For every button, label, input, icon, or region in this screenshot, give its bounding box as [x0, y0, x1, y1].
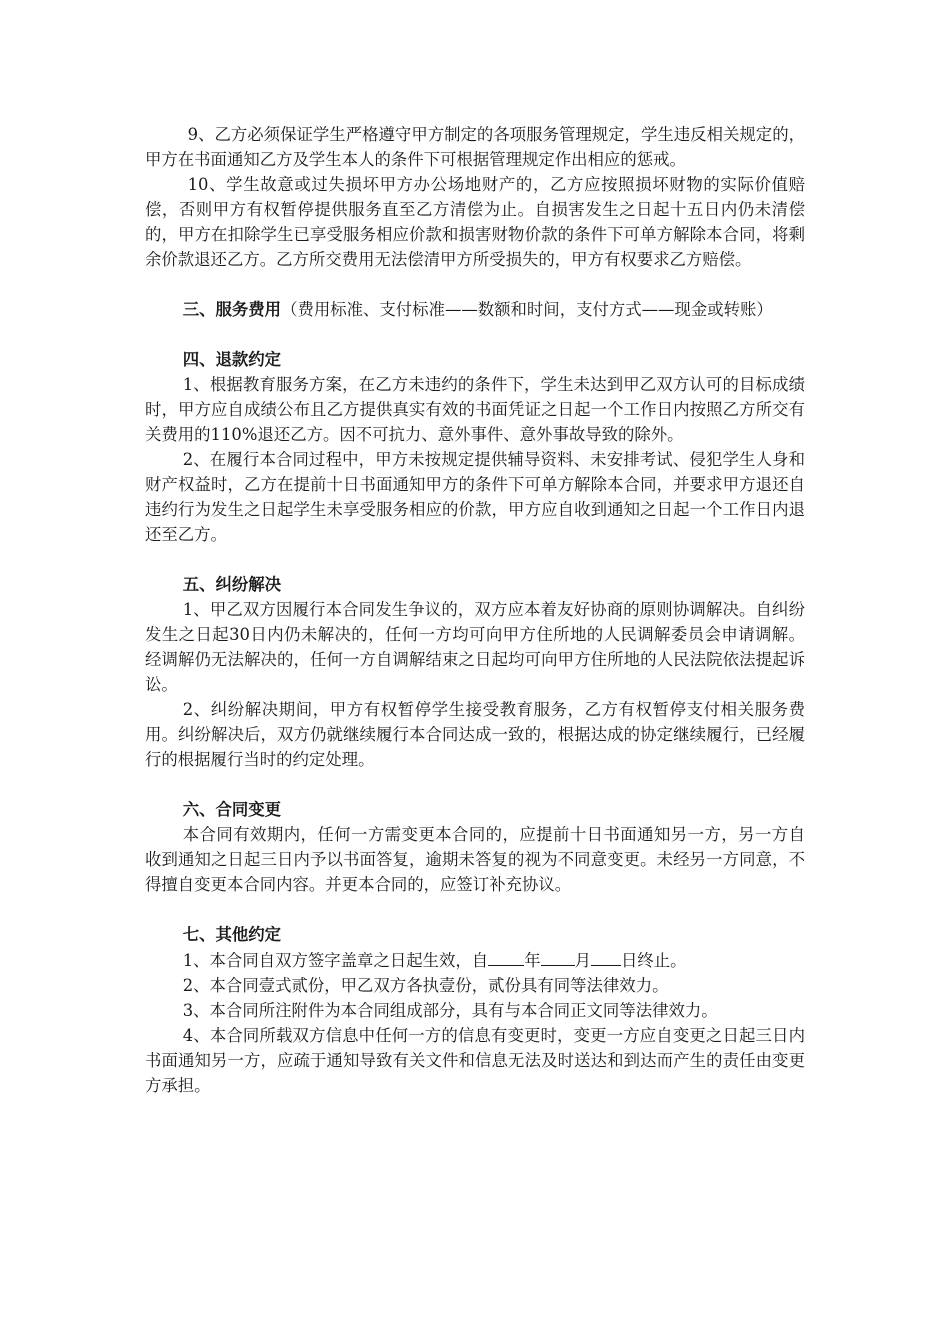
- day-blank: [591, 947, 621, 966]
- other-item-2: 2、本合同壹式贰份，甲乙双方各执壹份，贰份具有同等法律效力。: [182, 976, 669, 995]
- other-item-3: 3、本合同所注附件为本合同组成部分，具有与本合同正文同等法律效力。: [182, 1001, 718, 1020]
- clause-2-item-9: 9、乙方必须保证学生严格遵守甲方制定的各项服务管理规定，学生违反相关规定的，甲方在书面通知乙方及学生本人的条件下可根据管理规定作出相应的惩戒。: [145, 125, 805, 169]
- other-item-4: 4、本合同所载双方信息中任何一方的信息有变更时，变更一方应自变更之日起三日内书面通知另一方，应疏于通知导致有关文件和信息无法及时送达和到达而产生的责任由变更方承担。: [145, 1026, 805, 1095]
- section-note: （费用标准、支付标准——数额和时间，支付方式——现金或转账）: [281, 300, 773, 319]
- contract-page: [145, 122, 805, 1098]
- spacer: [145, 897, 805, 922]
- section-title-amendment: 六、合同变更: [182, 800, 282, 819]
- spacer: [145, 772, 805, 797]
- spacer: [145, 322, 805, 347]
- refund-item-2: 2、在履行本合同过程中，甲方未按规定提供辅导资料、未安排考试、侵犯学生人身和财产权益时，乙方在提前十日书面通知甲方的条件下可单方解除本合同，并要求甲方退还自违约行为发生之日起学生未享受服务相应的价款，甲方应自收到通知之日起一个工作日内退还至乙方。: [145, 450, 805, 544]
- section-title-dispute: 五、纠纷解决: [182, 575, 282, 594]
- dispute-item-2: 2、纠纷解决期间，甲方有权暂停学生接受教育服务，乙方有权暂停支付相关服务费用。纠纷解决后，双方仍就继续履行本合同达成一致的，根据达成的协定继续履行，已经履行的根据履行当时的约定处理。: [145, 700, 805, 769]
- spacer: [145, 272, 805, 297]
- section-title-refund: 四、退款约定: [182, 350, 282, 369]
- other-item-1: 1、本合同自双方签字盖章之日起生效，自 年 月 日终止。: [145, 947, 805, 973]
- section-title: 三、服务费用: [182, 300, 282, 319]
- spacer: [145, 547, 805, 572]
- refund-item-1: 1、根据教育服务方案，在乙方未违约的条件下，学生未达到甲乙双方认可的目标成绩时，甲方应自成绩公布且乙方提供真实有效的书面凭证之日起一个工作日内按照乙方所交有关费用的110%退还乙方。因不可抗力、意外事件、意外事故导致的除外。: [145, 375, 805, 444]
- section-title-other: 七、其他约定: [182, 925, 282, 944]
- dispute-item-1: 1、甲乙双方因履行本合同发生争议的，双方应本着友好协商的原则协调解决。自纠纷发生之日起30日内仍未解决的，任何一方均可向甲方住所地的人民调解委员会申请调解。经调解仍无法解决的，任何一方自调解结束之日起均可向甲方住所地的人民法院依法提起诉讼。: [145, 600, 805, 694]
- month-blank: [541, 947, 575, 966]
- amendment-body: 本合同有效期内，任何一方需变更本合同的，应提前十日书面通知另一方，另一方自收到通知之日起三日内予以书面答复，逾期未答复的视为不同意变更。未经另一方同意，不得擅自变更本合同内容。并更本合同的，应签订补充协议。: [145, 825, 805, 894]
- clause-2-item-10: 10、学生故意或过失损坏甲方办公场地财产的，乙方应按照损坏财物的实际价值赔偿，否则甲方有权暂停提供服务直至乙方清偿为止。自损害发生之日起十五日内仍未清偿的，甲方在扣除学生已享受服务相应价款和损害财物价款的条件下可单方解除本合同，将剩余价款退还乙方。乙方所交费用无法偿清甲方所受损失的，甲方有权要求乙方赔偿。: [145, 175, 805, 269]
- year-blank: [488, 947, 524, 966]
- section-service-fees: [145, 297, 805, 322]
